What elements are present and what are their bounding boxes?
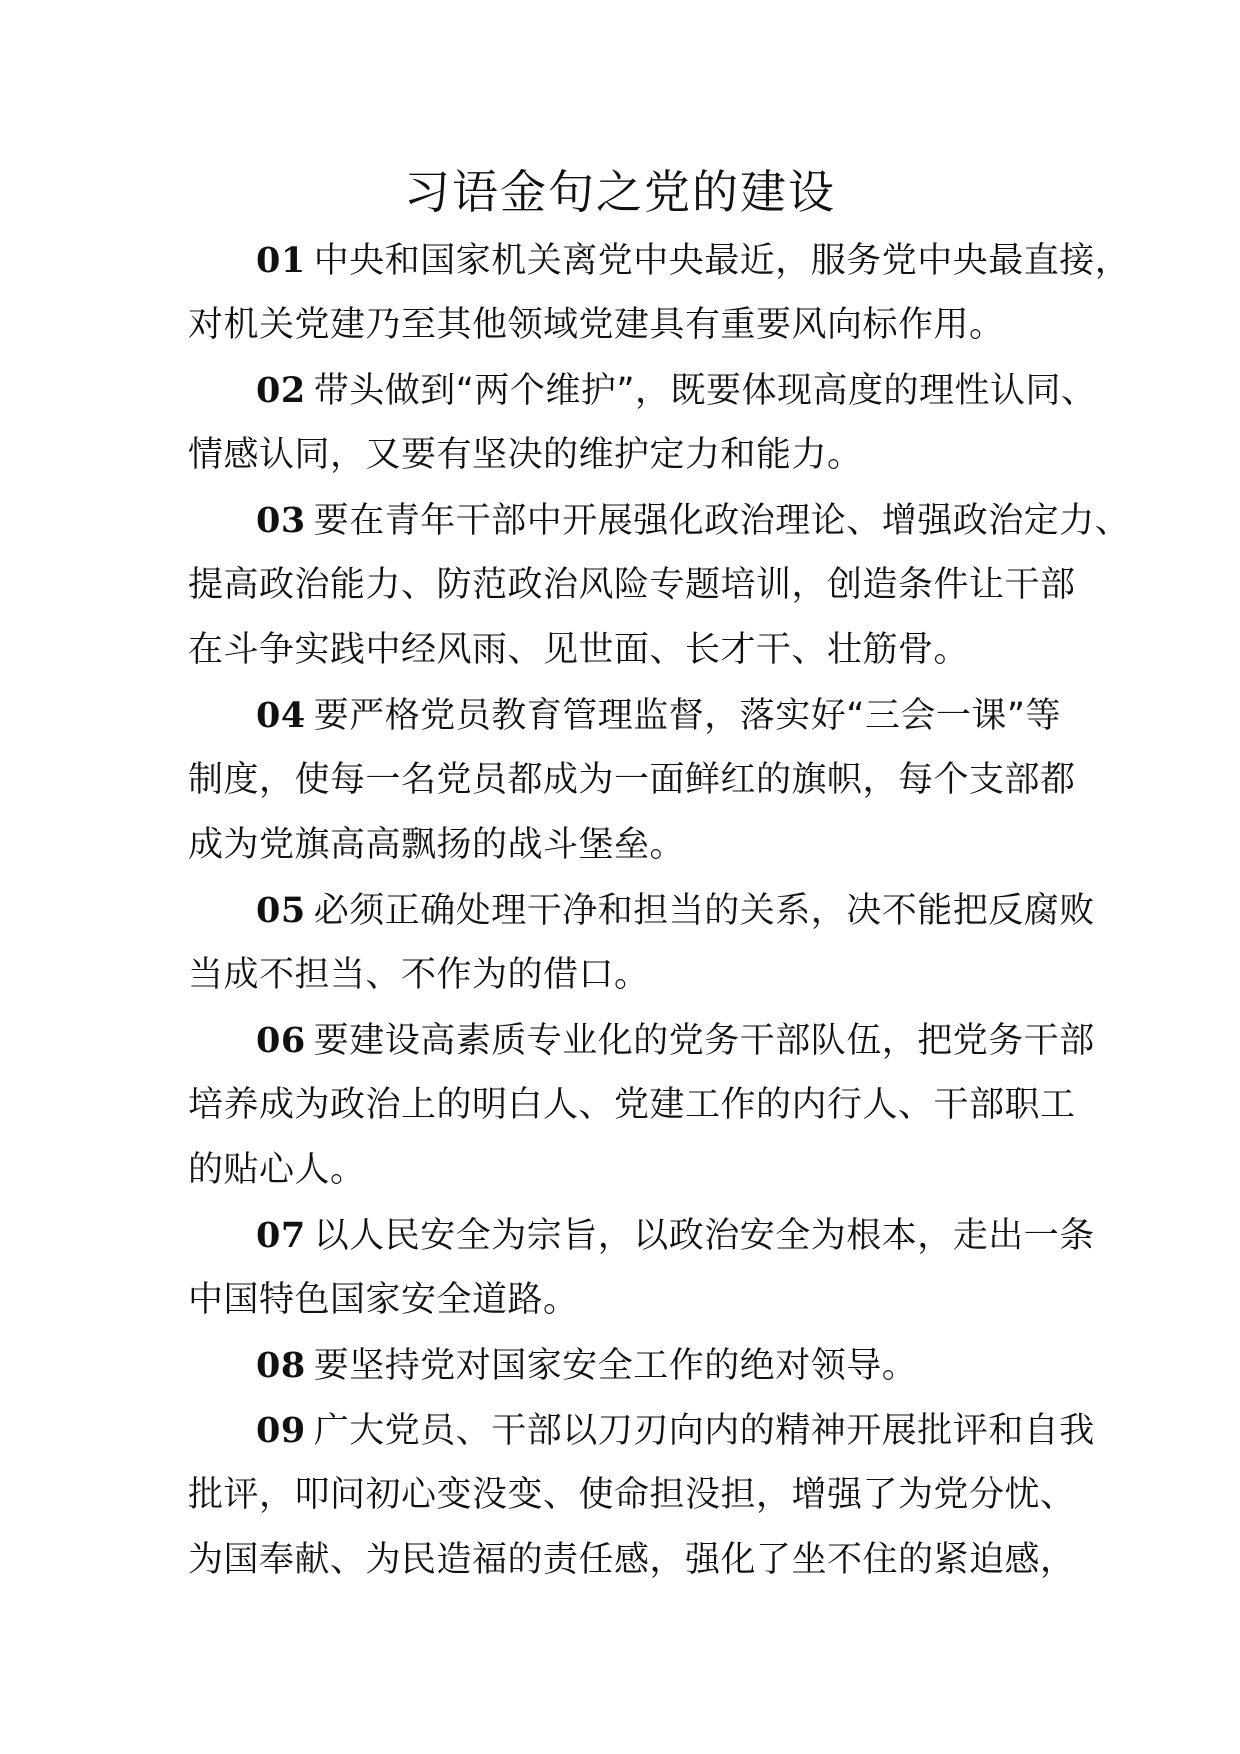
paragraph-number: 02 [256,370,306,411]
paragraph-number: 09 [256,1410,306,1451]
paragraph-number: 07 [256,1215,306,1256]
paragraph-line: 要在青年干部中开展强化政治理论、增强政治定力、 [313,501,1131,541]
paragraph-09 [188,1398,1095,1593]
paragraph-line: 必须正确处理干净和担当的关系，决不能把反腐败 [313,891,1095,931]
paragraph-number: 03 [256,500,306,541]
paragraph-line: 带头做到“两个维护”，既要体现高度的理性认同、 [313,371,1097,411]
paragraph-line: 在斗争实践中经风雨、见世面、长才干、壮筋骨。 [188,630,970,670]
paragraph-number: 01 [256,240,306,281]
paragraph-line: 的贴心人。 [188,1150,366,1190]
paragraph-08 [188,1333,1083,1398]
paragraph-03 [188,488,1131,683]
paragraph-line: 成为党旗高高飘扬的战斗堡垒。 [188,825,686,865]
paragraph-07 [188,1203,1095,1333]
document-title: 习语金句之党的建设 [404,165,836,219]
paragraph-line: 要建设高素质专业化的党务干部队伍，把党务干部 [313,1021,1095,1061]
paragraph-line: 制度，使每一名党员都成为一面鲜红的旗帜，每个支部都 [188,760,1076,800]
paragraph-line: 培养成为政治上的明白人、党建工作的内行人、干部职工 [188,1085,1076,1125]
paragraph-02 [188,358,1097,488]
paragraph-line: 以人民安全为宗旨，以政治安全为根本，走出一条 [313,1216,1095,1256]
paragraph-line: 当成不担当、不作为的借口。 [188,955,650,995]
paragraph-line: 要严格党员教育管理监督，落实好“三会一课”等 [313,696,1061,736]
paragraph-06 [188,1008,1095,1203]
document-body [188,228,1131,1593]
paragraph-number: 06 [256,1020,306,1061]
paragraph-line: 对机关党建乃至其他领域党建具有重要风向标作用。 [188,305,1005,345]
paragraph-04 [188,683,1083,878]
paragraph-line: 广大党员、干部以刀刃向内的精神开展批评和自我 [313,1411,1095,1451]
paragraph-number: 05 [256,890,306,931]
paragraph-line: 批评，叩问初心变没变、使命担没担，增强了为党分忧、 [188,1475,1076,1515]
paragraph-line: 要坚持党对国家安全工作的绝对领导。 [313,1346,918,1386]
paragraph-line: 情感认同，又要有坚决的维护定力和能力。 [188,435,863,475]
paragraph-line: 提高政治能力、防范政治风险专题培训，创造条件让干部 [188,565,1076,605]
paragraph-number: 04 [256,695,306,736]
paragraph-01 [188,228,1131,358]
paragraph-number: 08 [256,1345,306,1386]
paragraph-line: 中国特色国家安全道路。 [188,1280,579,1320]
paragraph-05 [188,878,1095,1008]
paragraph-line: 为国奉献、为民造福的责任感，强化了坐不住的紧迫感， [188,1540,1076,1580]
paragraph-line: 中央和国家机关离党中央最近，服务党中央最直接， [313,241,1131,281]
